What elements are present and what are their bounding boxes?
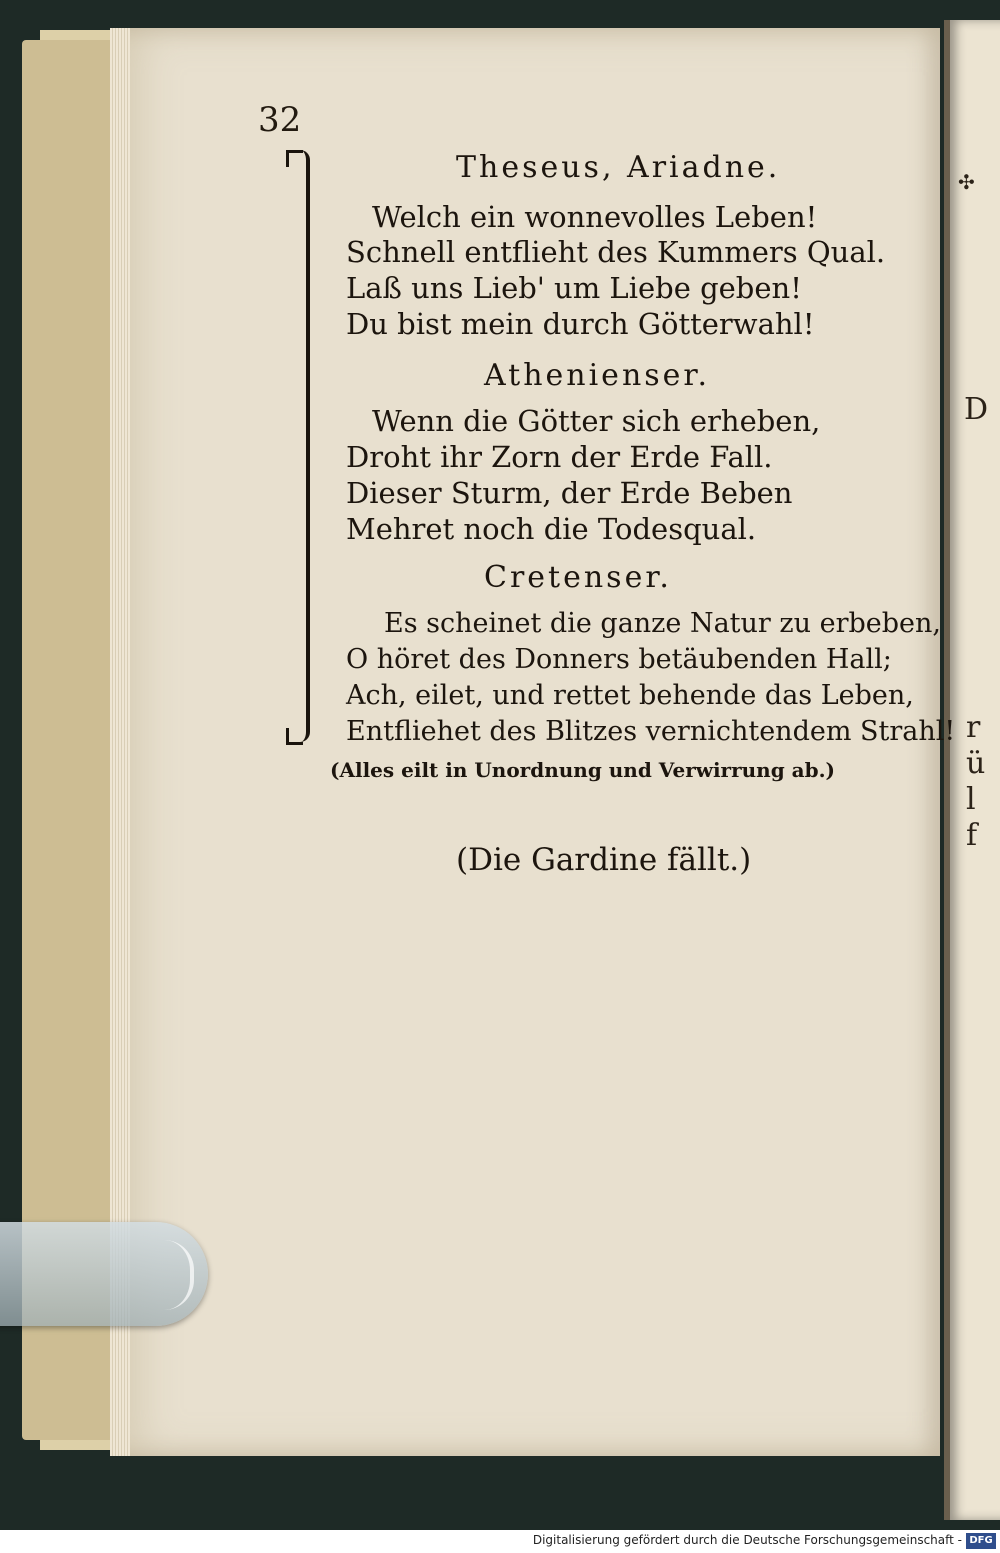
stage-direction: (Alles eilt in Unordnung und Verwirrung ab.) xyxy=(330,758,836,782)
verse-bracket-top xyxy=(286,150,303,167)
verse-line: Es scheinet die ganze Natur zu erbeben, xyxy=(384,608,941,639)
verse-line: Entfliehet des Blitzes vernichtendem Strahl! xyxy=(346,716,956,747)
footer-bar xyxy=(0,1530,1000,1553)
facing-page xyxy=(944,20,1000,1520)
verse-line: Droht ihr Zorn der Erde Fall. xyxy=(346,440,773,474)
facing-page-ornament: ✣ xyxy=(958,170,975,194)
verse-line: Ach, eilet, und rettet behende das Leben, xyxy=(346,680,914,711)
verse-line: Schnell entflieht des Kummers Qual. xyxy=(346,235,886,269)
verse-line: Laß uns Lieb' um Liebe geben! xyxy=(346,271,802,305)
verse-bracket xyxy=(292,150,310,742)
verse-line: Dieser Sturm, der Erde Beben xyxy=(346,476,793,510)
verse-line: Mehret noch die Todesqual. xyxy=(346,512,757,546)
facing-page-fragment: D xyxy=(964,392,989,427)
speaker-heading: Cretenser. xyxy=(484,560,672,595)
facing-page-fragment: r xyxy=(966,710,981,745)
speaker-heading: Athenienser. xyxy=(484,358,710,393)
verse-bracket-bottom xyxy=(286,728,303,745)
verse-line: Du bist mein durch Götterwahl! xyxy=(346,307,815,341)
facing-page-fragment: ü xyxy=(966,746,986,781)
verse-line: Welch ein wonnevolles Leben! xyxy=(372,200,818,234)
verse-line: O höret des Donners betäubenden Hall; xyxy=(346,644,892,675)
facing-page-fragment: l xyxy=(966,782,976,817)
speaker-heading: Theseus, Ariadne. xyxy=(456,150,781,185)
page-number: 32 xyxy=(258,100,302,140)
curtain-direction: (Die Gardine fällt.) xyxy=(456,842,752,878)
dfg-logo: DFG xyxy=(966,1533,996,1549)
footer-credit: Digitalisierung gefördert durch die Deutsche Forschungsgemeinschaft - xyxy=(532,1533,962,1547)
verse-line: Wenn die Götter sich erheben, xyxy=(372,404,821,438)
facing-page-fragment: f xyxy=(966,818,978,853)
